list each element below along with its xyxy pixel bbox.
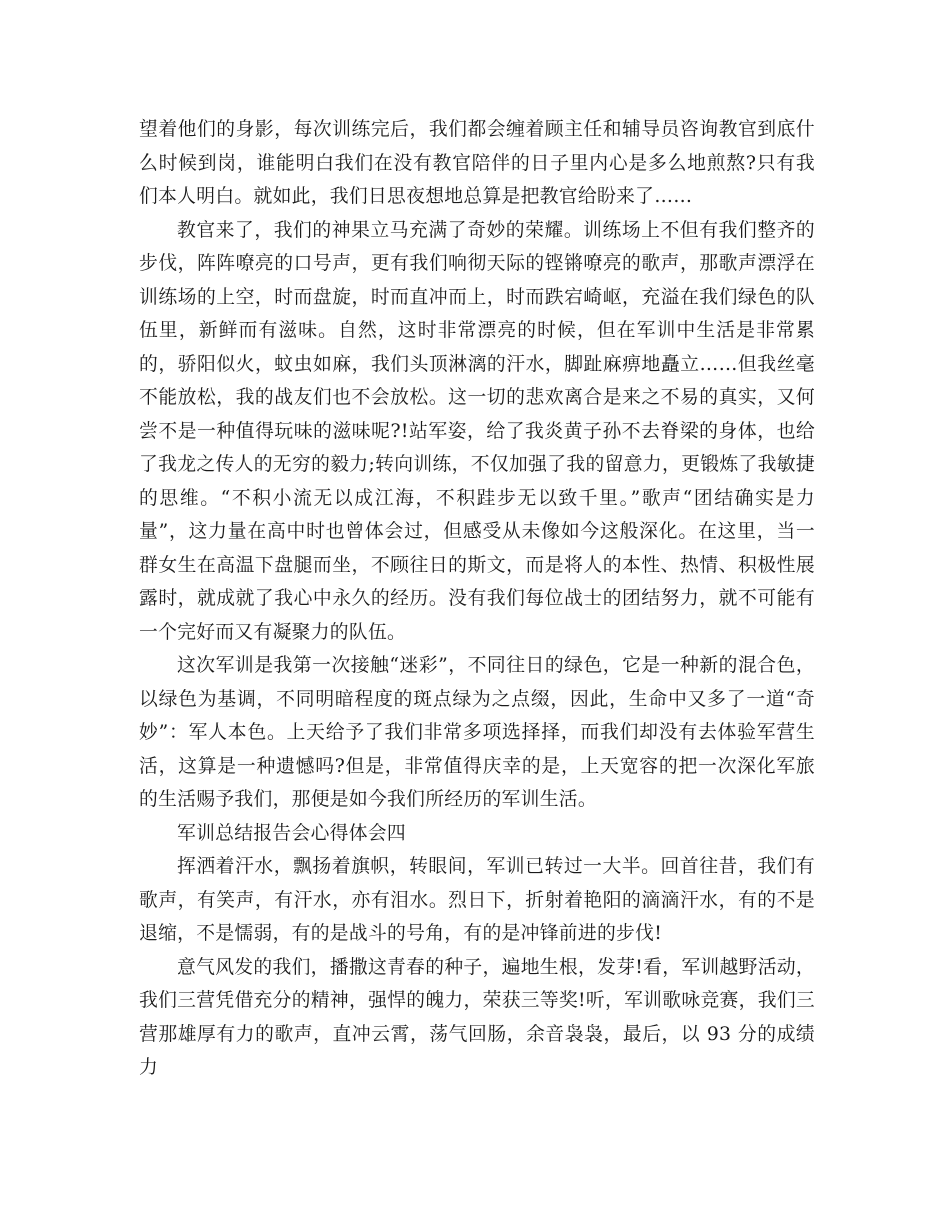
section-heading: 军训总结报告会心得体会四 [177, 822, 406, 844]
paragraph-camouflage: 这次军训是我第一次接触“迷彩”，不同往日的绿色，它是一种新的混合色，以绿色为基调，不同明暗程度的斑点绿为之点缀，因此，生命中又多了一道“奇妙”：军人本色。上天给予了我们非常多项选择择，而我们却没有去体验军营生活，这算是一种遗憾吗?但是，非常值得庆幸的是，上天宽容的把一次深化军旅的生活赐予我们，那便是如今我们所经历的军训生活。 [139, 655, 815, 810]
paragraph-third-battalion: 意气风发的我们，播撒这青春的种子，遍地生根，发芽!看，军训越野活动，我们三营凭借充分的精神，强悍的魄力，荣获三等奖!听，军训歌咏竞赛，我们三营那雄厚有力的歌声，直冲云霄，荡气回肠，余音袅袅，最后，以 93 分的成绩力 [139, 956, 815, 1078]
document-body [139, 113, 815, 1085]
paragraph-instructor-arrival: 教官来了，我们的神果立马充满了奇妙的荣耀。训练场上不但有我们整齐的步伐，阵阵嘹亮的口号声，更有我们响彻天际的铿锵嘹亮的歌声，那歌声漂浮在训练场的上空，时而盘旋，时而直冲而上，时而跌宕崎岖，充溢在我们绿色的队伍里，新鲜而有滋味。自然，这时非常漂亮的时候，但在军训中生活是非常累的，骄阳似火，蚊虫如麻，我们头顶淋漓的汗水，脚趾麻痹地矗立……但我丝毫不能放松，我的战友们也不会放松。这一切的悲欢离合是来之不易的真实，又何尝不是一种值得玩味的滋味呢?!站军姿，给了我炎黄子孙不去脊梁的身体，也给了我龙之传人的无穷的毅力;转向训练，不仅加强了我的留意力，更锻炼了我敏捷的思维。“不积小流无以成江海，不积跬步无以致千里。”歌声“团结确实是力量”，这力量在高中时也曾体会过，但感受从未像如今这般深化。在这里，当一群女生在高温下盘腿而坐，不顾往日的斯文，而是将人的本性、热情、积极性展露时，就成就了我心中永久的经历。没有我们每位战士的团结努力，就不可能有一个完好而又有凝聚力的队伍。 [139, 219, 815, 643]
paragraph-sweat-and-flags: 挥洒着汗水，飘扬着旗帜，转眼间，军训已转过一大半。回首往昔，我们有歌声，有笑声，有汗水，亦有泪水。烈日下，折射着艳阳的滴滴汗水，有的不是退缩，不是懦弱，有的是战斗的号角，有的是冲锋前进的步伐! [139, 856, 815, 944]
paragraph-continuation: 望着他们的身影，每次训练完后，我们都会缠着顾主任和辅导员咨询教官到底什么时候到岗，谁能明白我们在没有教官陪伴的日子里内心是多么地煎熬?只有我们本人明白。就如此，我们日思夜想地总算是把教官给盼来了…… [139, 119, 815, 207]
